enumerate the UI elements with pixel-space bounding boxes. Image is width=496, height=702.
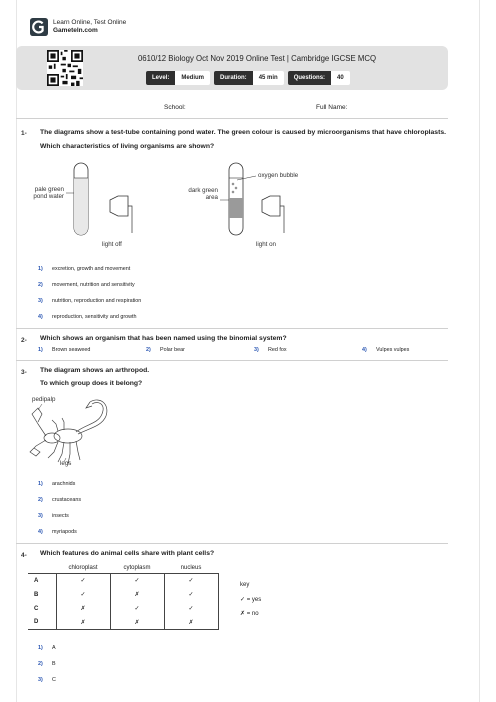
divider — [16, 118, 448, 119]
question-3-text: The diagram shows an arthropod. — [40, 367, 150, 374]
label-light-off: light off — [102, 241, 122, 248]
scorpion-figure — [28, 394, 132, 470]
option-number: 4) — [362, 347, 367, 353]
question-1-text: The diagrams show a test-tube containing pond water. The green colour is caused by microorganisms that have chloroplasts. — [40, 129, 447, 136]
column-header: chloroplast — [56, 563, 110, 574]
table-cell: ✗ — [56, 602, 110, 616]
table-cell: ✓ — [110, 574, 164, 588]
label-legs: legs — [60, 460, 72, 467]
option-text: arachnids — [52, 481, 76, 487]
option-number: 2) — [146, 347, 151, 353]
option-text: excretion, growth and movement — [52, 266, 131, 272]
key-title: key — [240, 582, 250, 588]
label-pedipalp: pedipalp — [32, 396, 56, 403]
table-cell: ✓ — [164, 602, 218, 616]
question-4-number: 4- — [21, 552, 27, 559]
question-4-option-1[interactable] — [38, 645, 56, 651]
test-title: 0610/12 Biology Oct Nov 2019 Online Test | Cambridge IGCSE MCQ — [137, 54, 377, 63]
option-number: 3) — [38, 298, 43, 304]
question-2-option-4[interactable] — [362, 347, 409, 353]
table-cell: ✗ — [110, 588, 164, 602]
option-number: 1) — [38, 347, 43, 353]
question-2-option-3[interactable] — [254, 347, 287, 353]
question-3-number: 3- — [21, 369, 27, 376]
questions-label: Questions: — [288, 71, 331, 85]
divider — [16, 328, 448, 329]
option-number: 3) — [38, 677, 43, 683]
label-pond-water-text: pond water — [33, 193, 64, 200]
option-number: 1) — [38, 266, 43, 272]
divider — [16, 543, 448, 544]
question-3-option-2[interactable] — [38, 497, 81, 503]
option-text: nutrition, reproduction and respiration — [52, 298, 142, 304]
level-pill — [146, 71, 210, 85]
question-2-option-2[interactable] — [146, 347, 185, 353]
table-cell: ✓ — [164, 588, 218, 602]
question-3-option-1[interactable] — [38, 481, 75, 487]
question-3-prompt: To which group does it belong? — [40, 380, 143, 387]
label-dark-green — [176, 187, 218, 201]
option-number: 2) — [38, 497, 43, 503]
test-header — [16, 46, 448, 90]
table-header-row — [28, 563, 218, 574]
column-header: nucleus — [164, 563, 218, 574]
duration-value: 45 min — [253, 71, 284, 85]
table-cell: ✗ — [164, 616, 218, 630]
features-table — [28, 563, 219, 630]
brand-site: Gameteln.com — [53, 27, 98, 34]
option-number: 3) — [38, 513, 43, 519]
question-1-option-4[interactable] — [38, 314, 137, 320]
option-text: C — [52, 677, 56, 683]
question-1-prompt: Which characteristics of living organisms are shown? — [40, 143, 215, 150]
school-field[interactable]: School: — [164, 104, 186, 111]
option-number: 3) — [254, 347, 259, 353]
table-cell: ✓ — [164, 574, 218, 588]
key-yes: ✓ = yes — [240, 597, 262, 603]
level-label: Level: — [146, 71, 175, 85]
label-pale-green — [20, 186, 64, 200]
full-name-field[interactable]: Full Name: — [316, 104, 348, 111]
option-number: 4) — [38, 529, 43, 535]
table-cell: ✓ — [56, 588, 110, 602]
row-label: C — [34, 605, 39, 612]
label-pale-green-text: pale green — [34, 186, 64, 193]
option-number: 1) — [38, 481, 43, 487]
table-cell: ✗ — [56, 616, 110, 630]
option-text: Brown seaweed — [52, 347, 91, 353]
level-value: Medium — [175, 71, 210, 85]
table-corner — [28, 563, 56, 574]
table-cell: ✗ — [110, 616, 164, 630]
question-2-number: 2- — [21, 337, 27, 344]
column-header: cytoplasm — [110, 563, 164, 574]
option-text: reproduction, sensitivity and growth — [52, 314, 137, 320]
question-4-text: Which features do animal cells share with plant cells? — [40, 550, 215, 557]
question-1-option-1[interactable] — [38, 266, 130, 272]
option-text: crustaceans — [52, 497, 82, 503]
label-area-text: area — [205, 194, 218, 201]
option-text: myriapods — [52, 529, 77, 535]
table-row — [28, 616, 218, 630]
duration-pill — [214, 71, 284, 85]
row-label: D — [28, 616, 56, 630]
label-light-on: light on — [256, 241, 276, 248]
duration-label: Duration: — [214, 71, 253, 85]
table-row — [28, 602, 218, 616]
question-4-option-3[interactable] — [38, 677, 56, 683]
option-number: 4) — [38, 314, 43, 320]
questions-value: 40 — [331, 71, 350, 85]
gameteln-logo-icon — [30, 18, 48, 36]
label-oxygen-bubble: oxygen bubble — [258, 172, 299, 179]
question-2-option-1[interactable] — [38, 347, 90, 353]
question-1-option-3[interactable] — [38, 298, 141, 304]
option-number: 2) — [38, 282, 43, 288]
option-text: Polar bear — [160, 347, 185, 353]
question-3-option-4[interactable] — [38, 529, 77, 535]
option-number: 1) — [38, 645, 43, 651]
table-row — [28, 574, 218, 588]
brand — [30, 18, 126, 36]
option-number: 2) — [38, 661, 43, 667]
row-label: A — [34, 577, 39, 584]
table-cell: ✓ — [56, 574, 110, 588]
option-text: Red fox — [268, 347, 287, 353]
question-2-text: Which shows an organism that has been named using the binomial system? — [40, 335, 287, 342]
question-4-option-2[interactable] — [38, 661, 56, 667]
question-1-option-2[interactable] — [38, 282, 135, 288]
divider — [16, 360, 448, 361]
option-text: insects — [52, 513, 69, 519]
question-3-option-3[interactable] — [38, 513, 69, 519]
question-1-number: 1- — [21, 130, 27, 137]
option-text: B — [52, 661, 56, 667]
questions-pill — [288, 71, 350, 85]
option-text: movement, nutrition and sensitivity — [52, 282, 135, 288]
option-text: Vulpes vulpes — [376, 347, 410, 353]
brand-tagline: Learn Online, Test Online — [53, 18, 127, 26]
label-dark-green-text: dark green — [188, 187, 218, 194]
key-no: ✗ = no — [240, 611, 259, 617]
table-row — [28, 588, 218, 602]
table-cell: ✓ — [110, 602, 164, 616]
option-text: A — [52, 645, 56, 651]
row-label: B — [34, 591, 39, 598]
